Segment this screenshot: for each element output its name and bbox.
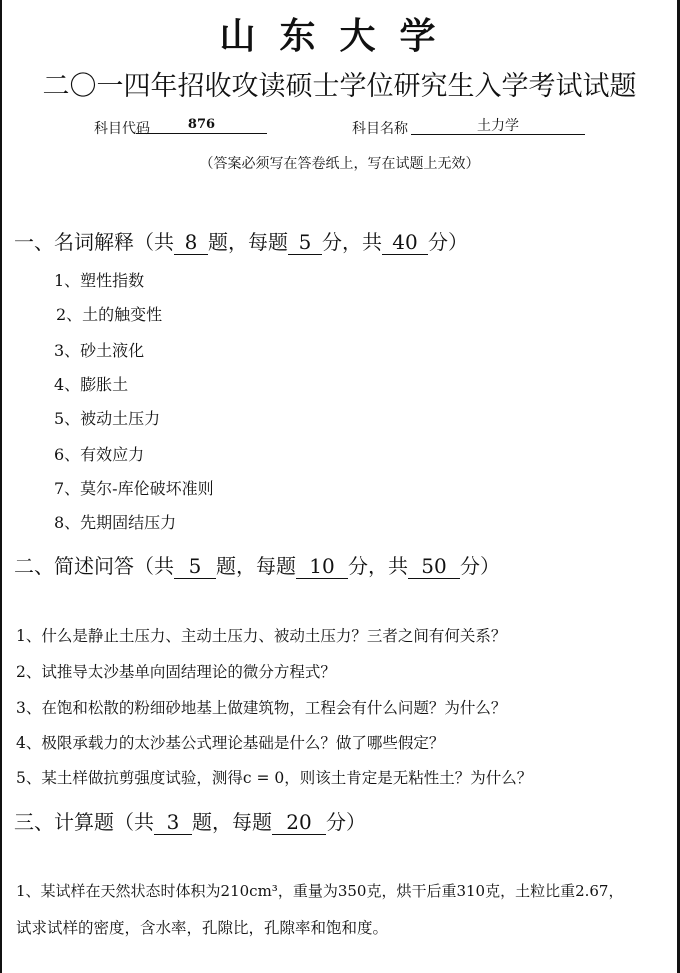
section-2-total-label: 分，共 [348,554,408,578]
term-item-3: 3、砂土液化 [54,341,145,360]
term-item-1: 1、塑性指数 [54,271,145,290]
section-2-prefix: 二、简述问答（共 [14,554,174,578]
university-name: 山东大学 [219,15,460,57]
section-2-count: 5 [174,555,216,579]
section-1-heading [14,226,468,255]
question-2-1: 1、什么是静止土压力、主动土压力、被动土压力？三者之间有何关系？ [16,627,507,645]
subject-name-label: 科目名称 [352,121,408,137]
section-2-suffix: 分） [460,554,500,578]
section-3-heading [14,806,366,835]
section-2-total: 50 [408,555,460,579]
question-2-3: 3、在饱和松散的粉细砂地基上做建筑物，工程会有什么问题？为什么？ [16,699,507,717]
section-2-points-each: 10 [296,555,348,579]
term-item-7: 7、莫尔-库伦破坏准则 [54,479,214,498]
section-1-per-label: 题，每题 [208,230,288,254]
section-3-prefix: 三、计算题（共 [14,810,154,834]
section-3-suffix: 分） [326,810,366,834]
question-2-4: 4、极限承载力的太沙基公式理论基础是什么？做了哪些假定？ [16,734,445,752]
section-1-points-each: 5 [288,231,322,255]
term-item-2: 2、土的触变性 [56,305,163,324]
term-item-6: 6、有效应力 [54,445,145,464]
subject-code-label: 科目代码 [94,121,150,137]
subject-name-value: 土力学 [411,118,585,135]
section-1-suffix: 分） [428,230,468,254]
section-1-total: 40 [382,231,428,255]
section-3-points-each: 20 [272,811,326,835]
question-2-5: 5、某土样做抗剪强度试验，测得c = 0，则该土肯定是无粘性土？为什么？ [16,769,533,787]
answer-note: （答案必须写在答卷纸上，写在试题上无效） [199,156,480,172]
section-3-count: 3 [154,811,192,835]
section-2-per-label: 题，每题 [216,554,296,578]
section-1-total-label: 分，共 [322,230,382,254]
question-3-1-line-2: 试求试样的密度，含水率，孔隙比，孔隙率和饱和度。 [16,919,389,937]
subject-code-value: 876 [136,118,267,134]
term-item-4: 4、膨胀土 [54,375,129,394]
term-item-8: 8、先期固结压力 [54,513,177,532]
section-3-per-label: 题，每题 [192,810,272,834]
term-item-5: 5、被动土压力 [54,409,161,428]
section-2-heading [14,550,500,579]
section-1-prefix: 一、名词解释（共 [14,230,174,254]
question-2-2: 2、试推导太沙基单向固结理论的微分方程式？ [16,663,336,681]
question-3-1-line-1: 1、某试样在天然状态时体积为210cm³，重量为350克，烘干后重310克，土粒比重2.67， [16,882,624,900]
exam-title: 二〇一四年招收攻读硕士学位研究生入学考试试题 [42,71,637,102]
section-1-count: 8 [174,231,208,255]
